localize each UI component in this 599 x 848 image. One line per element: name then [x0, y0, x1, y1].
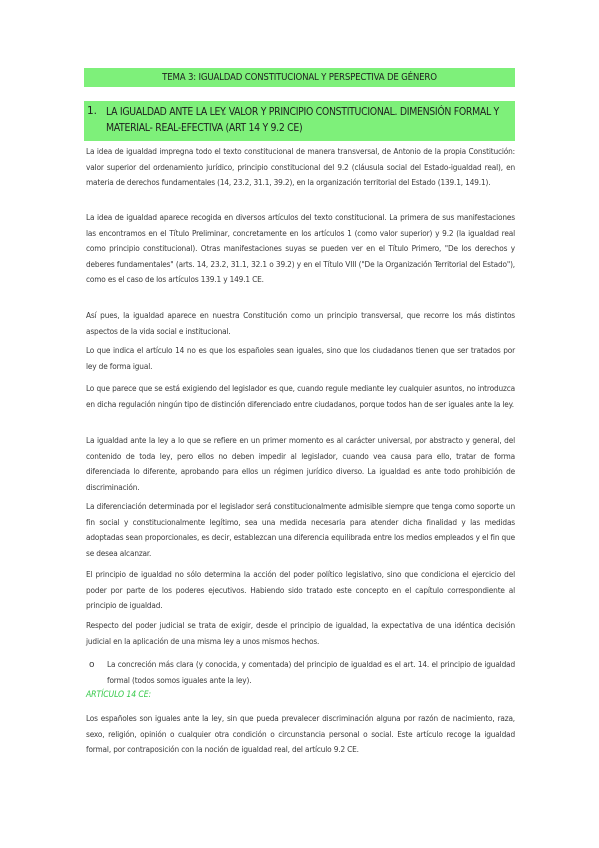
paragraph-2: La idea de igualdad aparece recogida en diversos artículos del texto constitucional. La primera de sus manifestaciones las encontramos en el Título Preliminar, concretamente en los artículos 1 (como valor superior) y 9.2 (la igualdad real como principio constitucional). Otras manifestaciones suyas se pueden ver en el Título Primero, "De los derechos y deberes fundamentales" (arts. 14, 23.2, 31.1, 32.1 o 39.2) y en el Título VIII ("De la Organización Territorial del Estado"), como es el caso de los artículos 139.1 y 149.1 CE. — [86, 212, 515, 285]
section-number: 1. — [87, 105, 98, 117]
paragraph-9: Respecto del poder judicial se trata de exigir, desde el principio de igualdad, la expectativa de una idéntica decisión judicial en la aplicación de una misma ley a unos mismos hechos. — [86, 620, 515, 646]
paragraph-7: La diferenciación determinada por el legislador será constitucionalmente admisible siempre que tenga como soporte un fin social y constitucionalmente legítimo, sea una medida necesaria para atender dicha finalidad y las medidas adoptadas sean proporcionales, es decir, establezcan una diferencia equilibrada entre los medios empleados y el fin que se desea alcanzar. — [86, 501, 515, 558]
bullet-marker: o — [89, 660, 95, 670]
bullet-text: La concreción más clara (y conocida, y comentada) del principio de igualdad es el art. 14. el principio de igualdad formal (todos somos iguales ante la ley). — [107, 659, 515, 685]
paragraph-8: El principio de igualdad no sólo determina la acción del poder político legislativo, sino que condiciona el ejercicio del poder por parte de los poderes ejecutivos. Habiendo sido tratado este concepto en el capítulo correspondiente al principio de igualdad. — [86, 569, 515, 611]
document-title: TEMA 3: IGUALDAD CONSTITUCIONAL Y PERSPECTIVA DE GÉNERO — [84, 68, 515, 87]
paragraph-5: Lo que parece que se está exigiendo del legislador es que, cuando regule mediante ley cualquier asuntos, no introduzca en dicha regulación ningún tipo de distinción diferenciado entre ciudadanos, porque todos han de ser iguales ante la ley. — [86, 383, 515, 409]
paragraph-6: La igualdad ante la ley a lo que se refiere en un primer momento es al carácter universal, por abstracto y general, del contenido de toda ley, pero ellos no deben impedir al legislador, cuando vea causa para ello, tratar de forma diferenciada lo diferente, aprobando para ellos un régimen jurídico diverso. La igualdad es ante todo prohibición de discriminación. — [86, 435, 515, 492]
article-heading: ARTÍCULO 14 CE: — [86, 690, 151, 700]
section-heading-text: LA IGUALDAD ANTE LA LEY. VALOR Y PRINCIPIO CONSTITUCIONAL. DIMENSIÓN FORMAL Y MATERIAL- REAL-EFECTIVA (ART 14 Y 9.2 CE) — [106, 106, 499, 134]
paragraph-4: Lo que indica el artículo 14 no es que los españoles sean iguales, sino que los ciudadanos tienen que ser tratados por ley de forma igual. — [86, 345, 515, 371]
section-heading — [84, 101, 515, 141]
article-paragraph: Los españoles son iguales ante la ley, sin que pueda prevalecer discriminación alguna por razón de nacimiento, raza, sexo, religión, opinión o cualquier otra condición o circunstancia personal o social. Este artículo recoge la igualdad formal, por contraposición con la noción de igualdad real, del artículo 9.2 CE. — [86, 713, 515, 755]
paragraph-1: La idea de igualdad impregna todo el texto constitucional de manera transversal, de Antonio de la propia Constitución: valor superior del ordenamiento jurídico, principio constitucional del 9.2 (cláusula social del Estado-igualdad real), en materia de derechos fundamentales (14, 23.2, 31.1, 39.2), en la organización territorial del Estado (139.1, 149.1). — [86, 146, 515, 188]
paragraph-3: Así pues, la igualdad aparece en nuestra Constitución como un principio transversal, que recorre los más distintos aspectos de la vida social e institucional. — [86, 310, 515, 336]
